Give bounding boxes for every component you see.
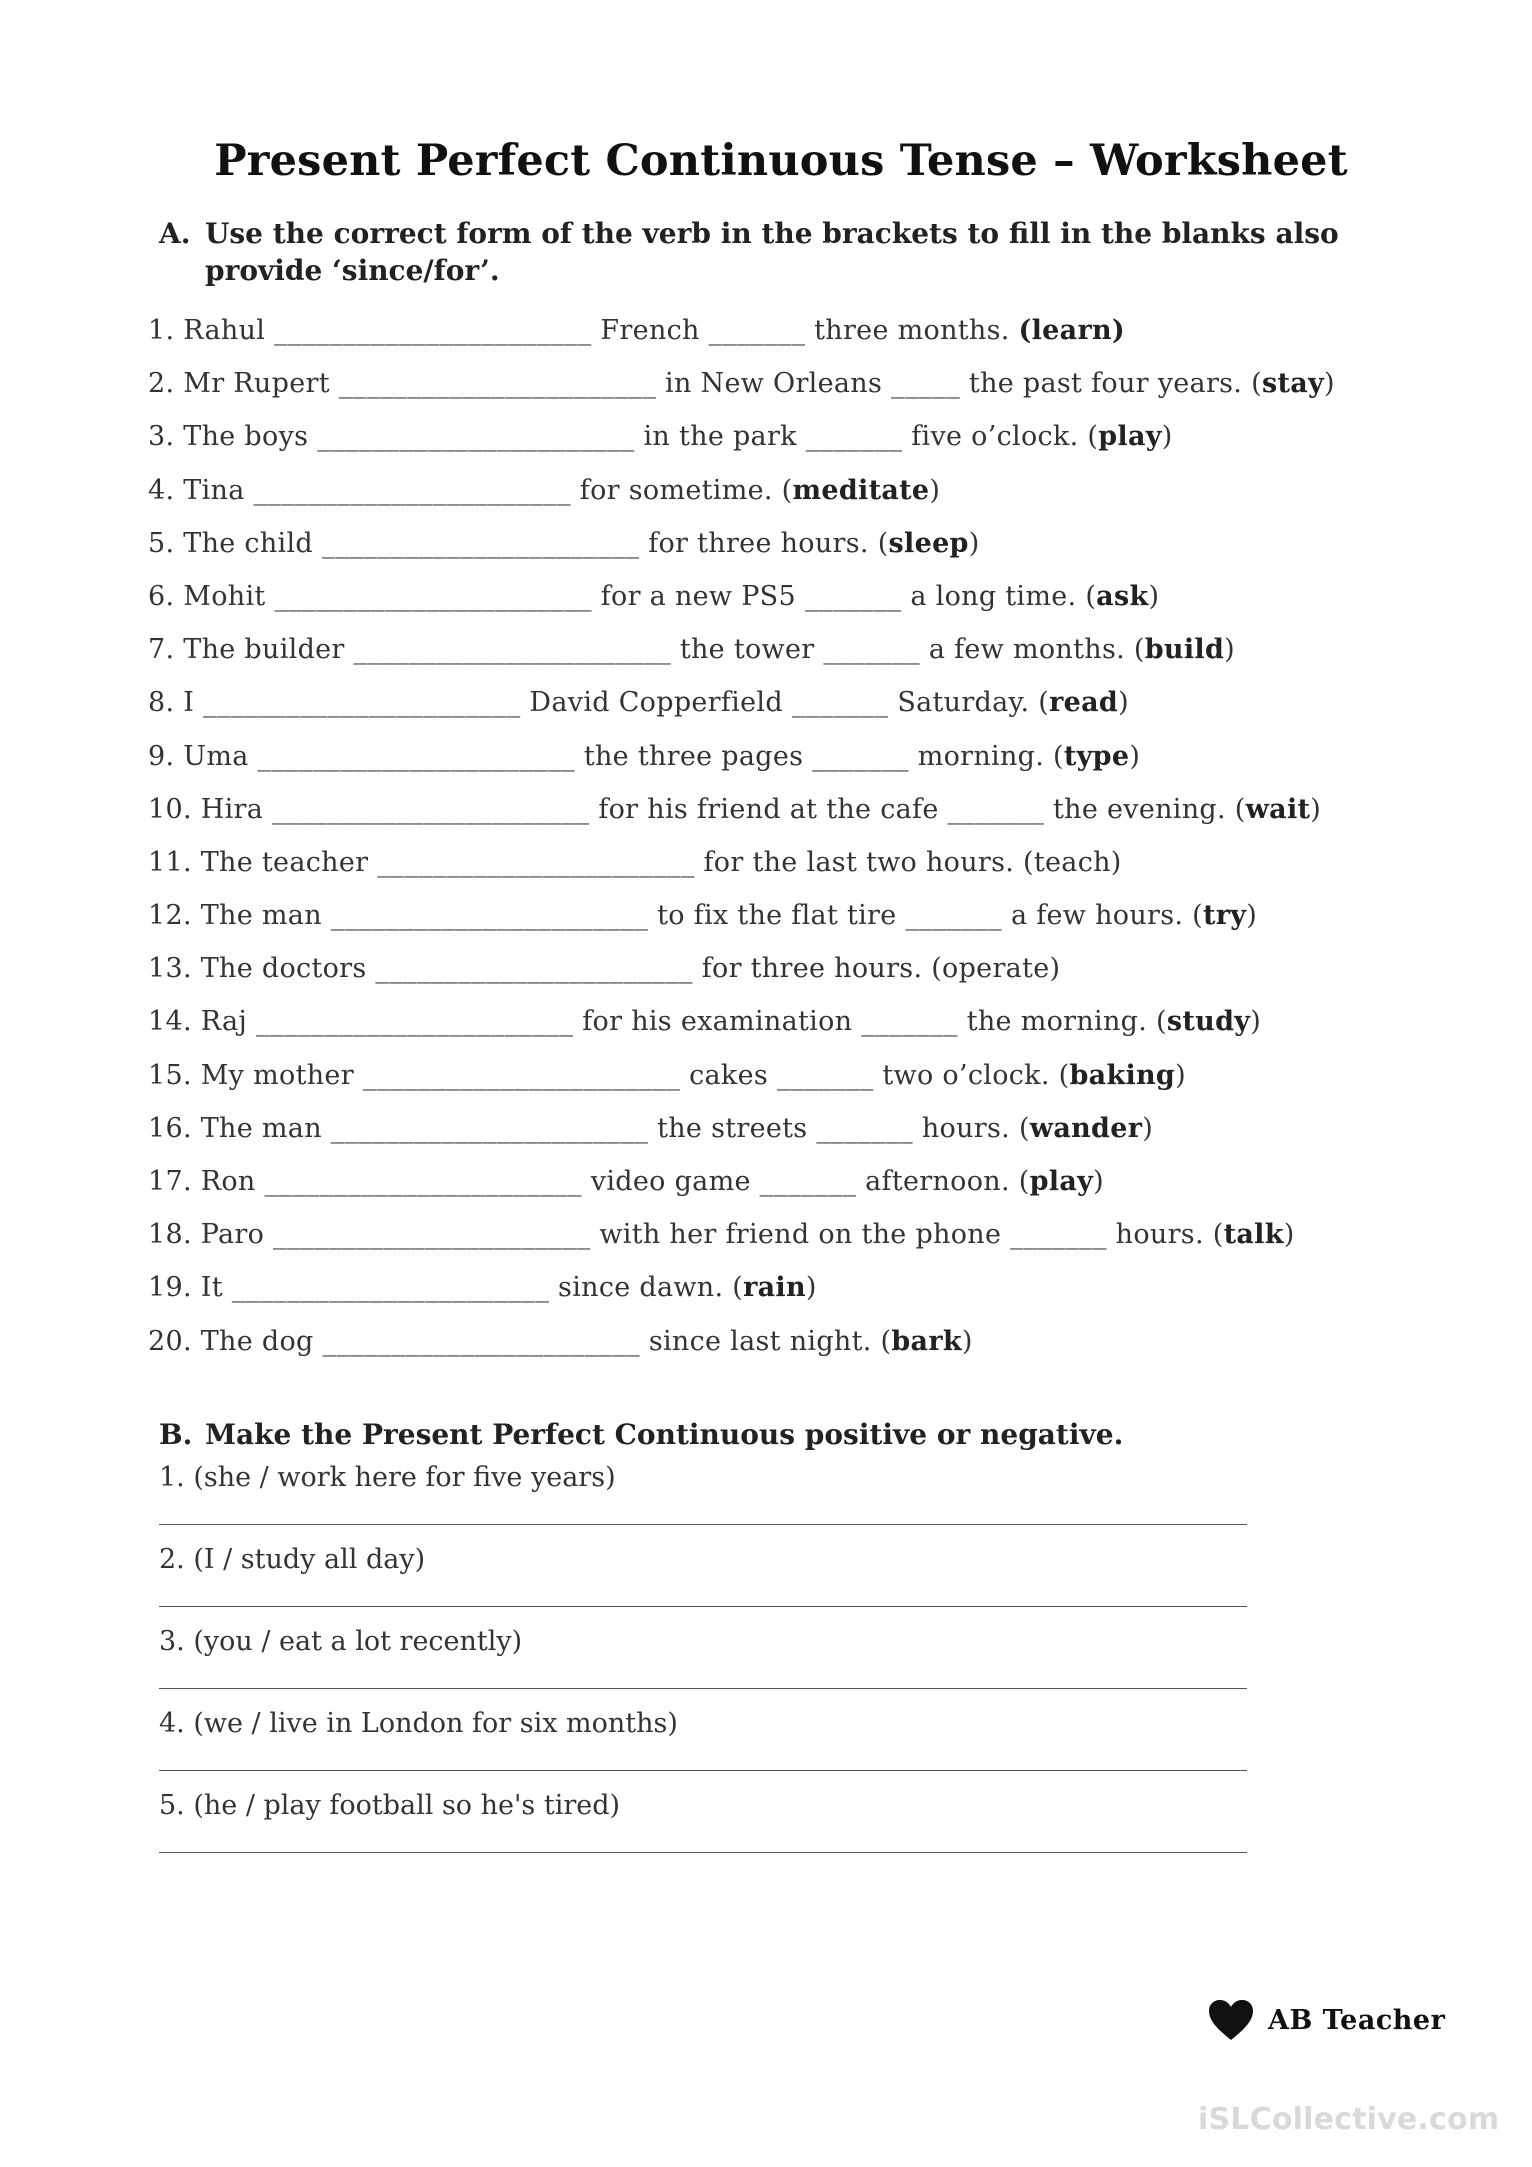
verb-hint: wait (1245, 793, 1311, 825)
question-number: 14. (148, 1006, 192, 1038)
question-row (148, 1006, 1448, 1059)
question-text: a few months. (928, 634, 1125, 666)
verb-hint-open-paren: ( (1156, 1006, 1167, 1038)
question-row (148, 953, 1448, 1006)
answer-blank[interactable]: _______ (759, 1166, 857, 1197)
verb-hint: sleep (888, 527, 969, 559)
answer-blank[interactable]: _______________________ (330, 1112, 649, 1144)
answer-blank[interactable]: _______________________ (274, 315, 592, 346)
answer-blank[interactable]: _______________________ (253, 474, 571, 506)
question-text: for three hours. (operate) (701, 953, 1061, 985)
question-row (148, 1060, 1448, 1113)
verb-hint-close-paren: ) (1324, 368, 1335, 400)
verb-hint-close-paren: ) (1224, 634, 1235, 666)
verb-hint: build (1144, 634, 1225, 666)
question-number: 1. (148, 315, 175, 346)
answer-blank[interactable]: _______________________ (255, 1006, 574, 1038)
question-text: for sometime. (579, 474, 773, 506)
question-text: The builder (183, 634, 345, 666)
verb-hint-close-paren: ) (968, 527, 980, 559)
verb-hint-open-paren: ( (732, 1272, 744, 1304)
answer-blank[interactable]: _______________________ (322, 1325, 640, 1357)
question-text: It (200, 1272, 223, 1304)
verb-hint: study (1166, 1006, 1251, 1038)
verb-hint: meditate (792, 474, 930, 506)
verb-hint-open-paren: ( (1251, 368, 1262, 400)
question-text: The man (200, 1112, 322, 1144)
answer-blank[interactable]: _______________________ (377, 846, 695, 878)
question-number: 16. (148, 1112, 192, 1144)
question-text: Mohit (183, 580, 266, 612)
question-row (148, 687, 1448, 740)
verb-hint: play (1029, 1166, 1094, 1197)
answer-blank[interactable]: _______________________ (272, 793, 590, 825)
verb-hint-open-paren: ( (781, 474, 793, 506)
section-b-item (159, 1788, 1259, 1870)
verb-hint: (learn) (1018, 315, 1125, 346)
answer-blank[interactable]: _______________________ (273, 1219, 591, 1251)
question-text: The man (200, 900, 322, 932)
question-number: 4. (148, 474, 175, 506)
answer-blank[interactable]: _______________________ (317, 421, 635, 453)
verb-hint-close-paren: ) (1161, 421, 1173, 453)
answer-blank[interactable]: _______________________ (274, 580, 592, 612)
question-number: 9. (148, 740, 175, 772)
question-number: 13. (148, 953, 192, 985)
question-number: 7. (148, 634, 175, 666)
answer-blank[interactable]: _______________________ (338, 368, 657, 400)
verb-hint-close-paren: ) (1118, 687, 1129, 719)
verb-hint-open-paren: ( (1133, 634, 1145, 666)
verb-hint-close-paren: ) (961, 1325, 973, 1357)
question-row (148, 581, 1448, 634)
question-text: since dawn. (558, 1272, 724, 1304)
question-text: to fix the flat tire (657, 900, 897, 932)
question-row (148, 421, 1448, 474)
verb-hint: talk (1223, 1219, 1284, 1251)
verb-hint: try (1203, 900, 1247, 932)
question-text: morning. (917, 740, 1045, 772)
question-text: for three hours. (648, 527, 869, 559)
answer-blank[interactable]: _______________________ (330, 900, 649, 932)
question-row (148, 1326, 1448, 1379)
answer-blank[interactable]: _______________________ (321, 527, 640, 559)
verb-hint-open-paren: ( (880, 1325, 892, 1357)
question-number: 20. (148, 1325, 192, 1357)
question-text: two o’clock. (882, 1059, 1050, 1091)
answer-line[interactable] (159, 1852, 1247, 1853)
question-text: hours. (1115, 1219, 1204, 1251)
question-text: The boys (183, 421, 309, 453)
answer-blank[interactable]: _______ (805, 421, 903, 453)
answer-blank[interactable]: _______ (947, 793, 1045, 825)
question-text: for the last two hours. (teach) (703, 846, 1122, 878)
question-text: Tina (183, 474, 245, 506)
question-text: in New Orleans (665, 368, 883, 400)
answer-blank[interactable]: _______ (776, 1059, 874, 1091)
verb-hint-close-paren: ) (929, 474, 941, 506)
question-row (148, 315, 1448, 368)
section-a-instruction-line2: provide ‘since/for’. (205, 254, 500, 287)
question-text: the evening. (1053, 793, 1226, 825)
verb-hint-close-paren: ) (805, 1272, 817, 1304)
question-text: French (600, 315, 700, 346)
section-b-instruction (159, 1418, 1123, 1451)
question-number: 6. (148, 580, 175, 612)
question-number: 3. (148, 421, 175, 453)
question-row (148, 900, 1448, 953)
section-b-item (159, 1460, 1259, 1542)
question-row (148, 1113, 1448, 1166)
question-text: the past four years. (968, 368, 1243, 400)
verb-hint: rain (743, 1272, 806, 1304)
question-text: a long time. (910, 580, 1077, 612)
question-number: 2. (148, 368, 175, 400)
verb-hint: baking (1069, 1059, 1176, 1091)
verb-hint-close-paren: ) (1148, 580, 1160, 612)
answer-line[interactable] (159, 1606, 1247, 1607)
heart-icon (1208, 1999, 1254, 2041)
section-b-item (159, 1624, 1259, 1706)
verb-hint-close-paren: ) (1175, 1059, 1186, 1091)
answer-blank[interactable]: _______ (816, 1112, 913, 1144)
watermark: iSLCollective.com (1198, 2102, 1500, 2137)
answer-blank[interactable]: _______________________ (231, 1272, 550, 1304)
answer-blank[interactable]: _______ (812, 740, 909, 772)
question-row (148, 1166, 1448, 1219)
question-text: My mother (200, 1059, 354, 1091)
verb-hint: play (1098, 421, 1162, 453)
question-number: 8. (148, 687, 175, 719)
question-row (148, 475, 1448, 528)
question-text: Paro (200, 1219, 265, 1251)
question-text: since last night. (648, 1325, 872, 1357)
question-number: 18. (148, 1219, 192, 1251)
question-text: five o’clock. (911, 421, 1079, 453)
verb-hint-close-paren: ) (1246, 900, 1258, 932)
section-b-item-list (159, 1460, 1259, 1870)
question-row (148, 1219, 1448, 1272)
question-text: for his friend at the cafe (598, 793, 939, 825)
question-text: Raj (200, 1006, 248, 1038)
answer-blank[interactable]: _______ (791, 687, 889, 719)
verb-hint-open-paren: ( (1212, 1219, 1224, 1251)
brand-text: AB Teacher (1268, 2004, 1446, 2036)
question-text: the streets (657, 1112, 808, 1144)
question-row (148, 528, 1448, 581)
answer-blank[interactable]: _______ (1010, 1219, 1107, 1251)
answer-blank[interactable]: _______________________ (375, 953, 693, 985)
question-text: Ron (200, 1166, 256, 1197)
verb-hint: ask (1096, 580, 1149, 612)
question-number: 15. (148, 1059, 192, 1091)
question-text: the three pages (583, 740, 804, 772)
answer-blank[interactable]: _______ (905, 900, 1003, 932)
answer-blank[interactable]: _______________________ (264, 1166, 582, 1197)
verb-hint-open-paren: ( (1087, 421, 1099, 453)
section-b-prompt: 4. (we / live in London for six months) (159, 1708, 678, 1739)
answer-blank[interactable]: _______ (804, 580, 902, 612)
verb-hint: type (1063, 740, 1130, 772)
page-title: Present Perfect Continuous Tense – Worksheet (214, 136, 1348, 186)
section-a-instruction-line1: Use the correct form of the verb in the brackets to fill in the blanks also (205, 217, 1339, 250)
section-a-letter: A. (159, 217, 191, 250)
question-text: The doctors (200, 953, 367, 985)
question-row (148, 368, 1448, 421)
answer-line[interactable] (159, 1688, 1247, 1689)
section-b-prompt: 1. (she / work here for five years) (159, 1462, 616, 1493)
question-text: with her friend on the phone (599, 1219, 1002, 1251)
question-row (148, 634, 1448, 687)
answer-blank[interactable]: _______________________ (362, 1059, 681, 1091)
section-b-letter: B. (159, 1418, 193, 1451)
verb-hint-open-paren: ( (877, 527, 889, 559)
question-text: Rahul (183, 315, 266, 346)
question-text: for a new PS5 (600, 580, 796, 612)
answer-blank[interactable]: _______ (823, 634, 920, 666)
question-text: three months. (814, 315, 1010, 346)
section-b-prompt: 2. (I / study all day) (159, 1544, 426, 1575)
verb-hint-close-paren: ) (1283, 1219, 1295, 1251)
question-text: video game (590, 1166, 751, 1197)
verb-hint-open-paren: ( (1018, 1112, 1030, 1144)
question-row (148, 847, 1448, 900)
verb-hint: read (1049, 687, 1119, 719)
section-b-prompt: 3. (you / eat a lot recently) (159, 1626, 523, 1657)
verb-hint-open-paren: ( (1192, 900, 1203, 932)
verb-hint-open-paren: ( (1053, 740, 1064, 772)
question-text: I (183, 687, 195, 719)
brand-signature (1208, 1999, 1445, 2041)
question-text: cakes (689, 1059, 769, 1091)
answer-blank[interactable]: _______________________ (257, 740, 575, 772)
question-text: afternoon. (865, 1166, 1010, 1197)
question-number: 10. (148, 793, 192, 825)
question-row (148, 794, 1448, 847)
verb-hint-close-paren: ) (1310, 793, 1322, 825)
verb-hint-close-paren: ) (1129, 740, 1141, 772)
verb-hint-open-paren: ( (1085, 580, 1097, 612)
verb-hint-open-paren: ( (1058, 1059, 1070, 1091)
verb-hint-close-paren: ) (1250, 1006, 1262, 1038)
question-text: Hira (200, 793, 264, 825)
question-text: for his examination (582, 1006, 853, 1038)
question-text: a few hours. (1010, 900, 1184, 932)
answer-blank[interactable]: _______________________ (203, 687, 521, 719)
question-number: 5. (148, 527, 175, 559)
answer-line[interactable] (159, 1770, 1247, 1771)
question-text: hours. (921, 1112, 1011, 1144)
question-text: The teacher (200, 846, 369, 878)
question-text: in the park (643, 421, 797, 453)
question-text: Uma (183, 740, 249, 772)
answer-line[interactable] (159, 1524, 1247, 1525)
verb-hint-open-paren: ( (1018, 1166, 1030, 1197)
section-b-item (159, 1706, 1259, 1788)
question-text: Saturday. (897, 687, 1030, 719)
verb-hint: stay (1261, 368, 1324, 400)
section-a-question-list (148, 315, 1448, 1379)
answer-blank[interactable]: _______________________ (353, 634, 671, 666)
section-a-instruction (159, 215, 1379, 289)
answer-blank[interactable]: _____ (891, 368, 961, 400)
question-row (148, 741, 1448, 794)
question-text: Mr Rupert (183, 368, 330, 400)
verb-hint-open-paren: ( (1038, 687, 1050, 719)
question-text: David Copperfield (529, 687, 783, 719)
answer-blank[interactable]: _______ (708, 315, 806, 346)
question-text: The dog (200, 1325, 314, 1357)
question-number: 17. (148, 1166, 192, 1197)
question-text: The child (183, 527, 313, 559)
question-text: the morning. (966, 1006, 1148, 1038)
section-b-instruction-text: Make the Present Perfect Continuous positive or negative. (205, 1418, 1124, 1451)
section-b-item (159, 1542, 1259, 1624)
verb-hint: wander (1029, 1112, 1143, 1144)
question-number: 11. (148, 846, 192, 878)
question-text: the tower (679, 634, 815, 666)
question-number: 12. (148, 900, 192, 932)
question-number: 19. (148, 1272, 192, 1304)
question-row (148, 1272, 1448, 1325)
verb-hint-close-paren: ) (1093, 1166, 1104, 1197)
verb-hint-open-paren: ( (1234, 793, 1246, 825)
section-b-prompt: 5. (he / play football so he's tired) (159, 1790, 621, 1821)
answer-blank[interactable]: _______ (861, 1006, 958, 1038)
verb-hint-close-paren: ) (1142, 1112, 1154, 1144)
verb-hint: bark (891, 1325, 962, 1357)
